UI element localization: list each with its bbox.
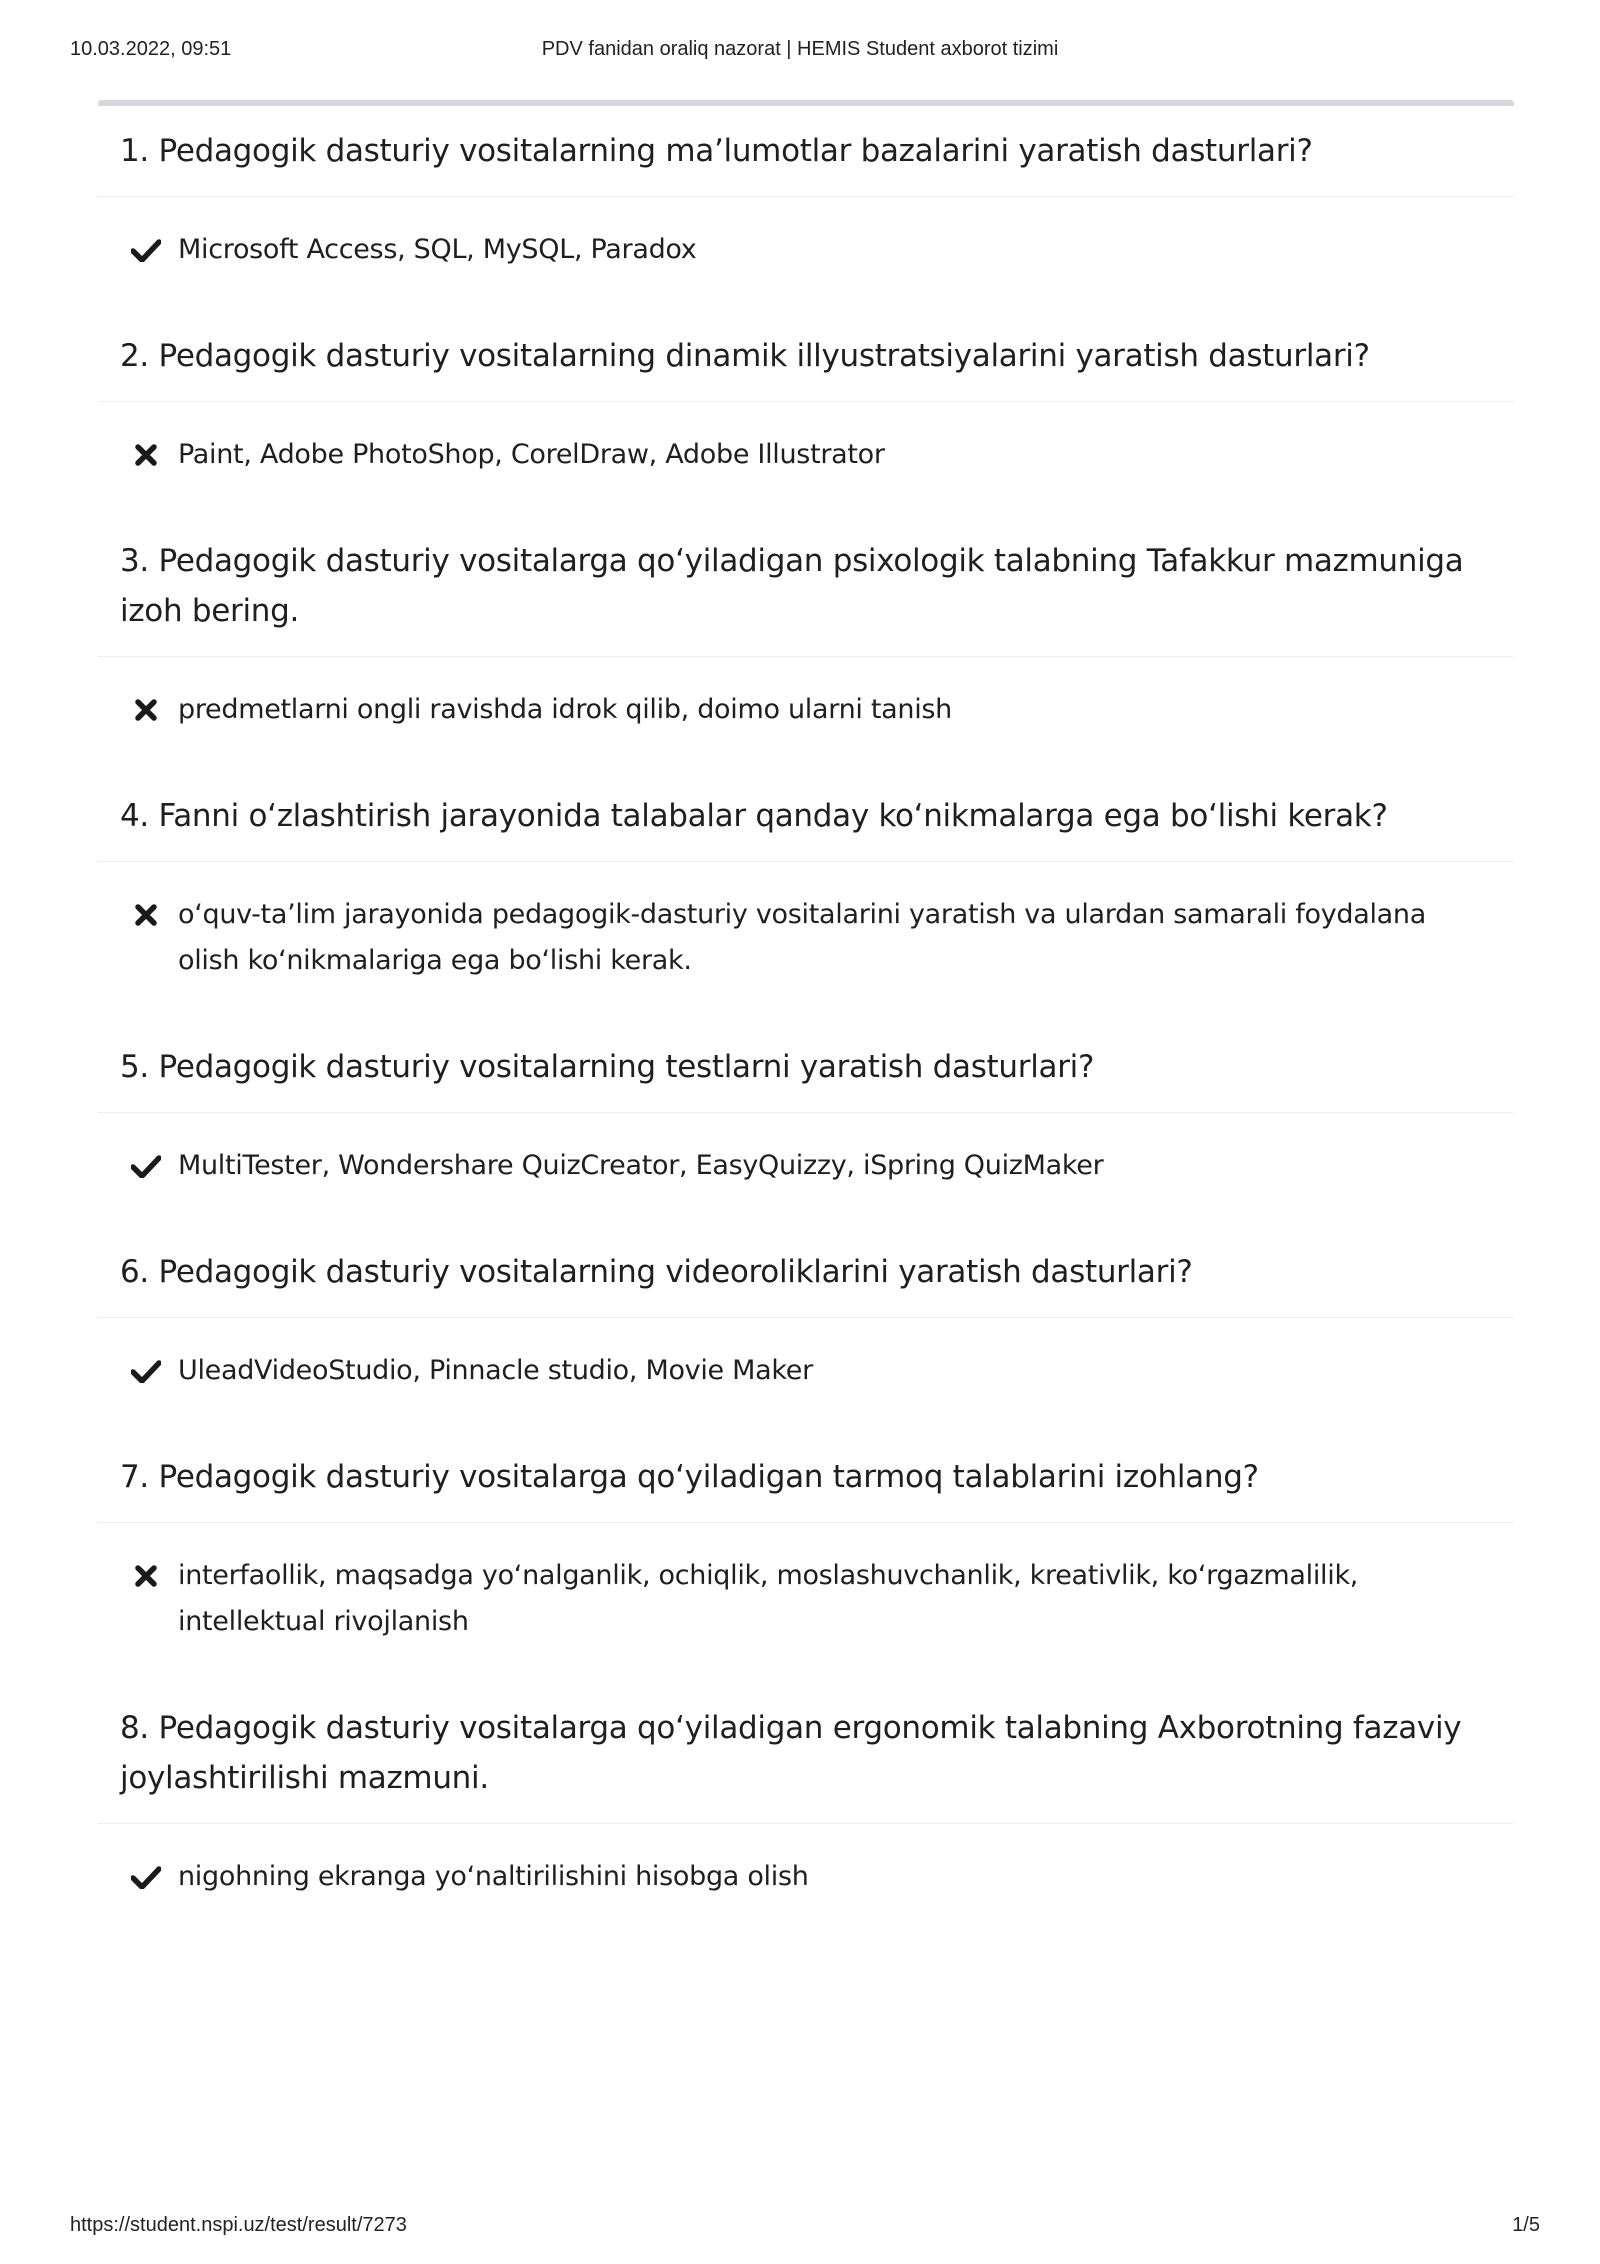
question-text: 6. Pedagogik dasturiy vositalarning videoroliklarini yaratish dasturlari?	[98, 1227, 1514, 1318]
check-icon	[128, 1143, 164, 1189]
question-block-8	[98, 1683, 1514, 1938]
answer-text: predmetlarni ongli ravishda idrok qilib, doimo ularni tanish	[178, 694, 952, 725]
print-header	[0, 38, 1600, 66]
print-page-number: 1/5	[1512, 2214, 1540, 2236]
question-block-3	[98, 516, 1514, 771]
answer-row	[98, 862, 1514, 1022]
answer-text: Paint, Adobe PhotoShop, CorelDraw, Adobe Illustrator	[178, 439, 885, 470]
question-block-2	[98, 311, 1514, 516]
print-page-title: PDV fanidan oraliq nazorat | HEMIS Student axborot tizimi	[541, 38, 1059, 60]
test-result-card	[98, 100, 1514, 1938]
question-text: 3. Pedagogik dasturiy vositalarga qo‘yiladigan psixologik talabning Tafakkur mazmuniga izoh bering.	[98, 516, 1514, 657]
answer-row	[98, 1318, 1514, 1432]
answer-text: nigohning ekranga yo‘naltirilishini hisobga olish	[178, 1861, 809, 1892]
question-text: 8. Pedagogik dasturiy vositalarga qo‘yiladigan ergonomik talabning Axborotning fazaviy joylashtirilishi mazmuni.	[98, 1683, 1514, 1824]
answer-row	[98, 402, 1514, 516]
print-footer	[0, 2214, 1600, 2242]
answer-text: o‘quv-ta’lim jarayonida pedagogik-dasturiy vositalarini yaratish va ulardan samarali foydalana olish ko‘nikmalariga ega bo‘lishi kerak.	[178, 899, 1426, 976]
answer-row	[98, 657, 1514, 771]
answer-text: Microsoft Access, SQL, MySQL, Paradox	[178, 234, 697, 265]
cross-icon	[128, 1553, 164, 1599]
print-datetime: 10.03.2022, 09:51	[70, 38, 232, 60]
question-block-6	[98, 1227, 1514, 1432]
question-text: 2. Pedagogik dasturiy vositalarning dinamik illyustratsiyalarini yaratish dasturlari?	[98, 311, 1514, 402]
question-text: 4. Fanni o‘zlashtirish jarayonida talabalar qanday ko‘nikmalarga ega bo‘lishi kerak?	[98, 771, 1514, 862]
cross-icon	[128, 432, 164, 478]
question-block-5	[98, 1022, 1514, 1227]
question-text: 5. Pedagogik dasturiy vositalarning testlarni yaratish dasturlari?	[98, 1022, 1514, 1113]
check-icon	[128, 1348, 164, 1394]
check-icon	[128, 1854, 164, 1900]
answer-row	[98, 1523, 1514, 1683]
answer-text: interfaollik, maqsadga yo‘nalganlik, ochiqlik, moslashuvchanlik, kreativlik, ko‘rgazmalilik, intellektual rivojlanish	[178, 1560, 1359, 1637]
cross-icon	[128, 687, 164, 733]
answer-row	[98, 1824, 1514, 1938]
cross-icon	[128, 892, 164, 938]
print-url: https://student.nspi.uz/test/result/7273	[70, 2214, 407, 2236]
answer-row	[98, 1113, 1514, 1227]
question-block-1	[98, 106, 1514, 311]
question-block-7	[98, 1432, 1514, 1683]
question-block-4	[98, 771, 1514, 1022]
answer-text: MultiTester, Wondershare QuizCreator, EasyQuizzy, iSpring QuizMaker	[178, 1150, 1104, 1181]
question-text: 7. Pedagogik dasturiy vositalarga qo‘yiladigan tarmoq talablarini izohlang?	[98, 1432, 1514, 1523]
check-icon	[128, 227, 164, 273]
answer-row	[98, 197, 1514, 311]
answer-text: UleadVideoStudio, Pinnacle studio, Movie Maker	[178, 1355, 813, 1386]
question-text: 1. Pedagogik dasturiy vositalarning ma’lumotlar bazalarini yaratish dasturlari?	[98, 106, 1514, 197]
